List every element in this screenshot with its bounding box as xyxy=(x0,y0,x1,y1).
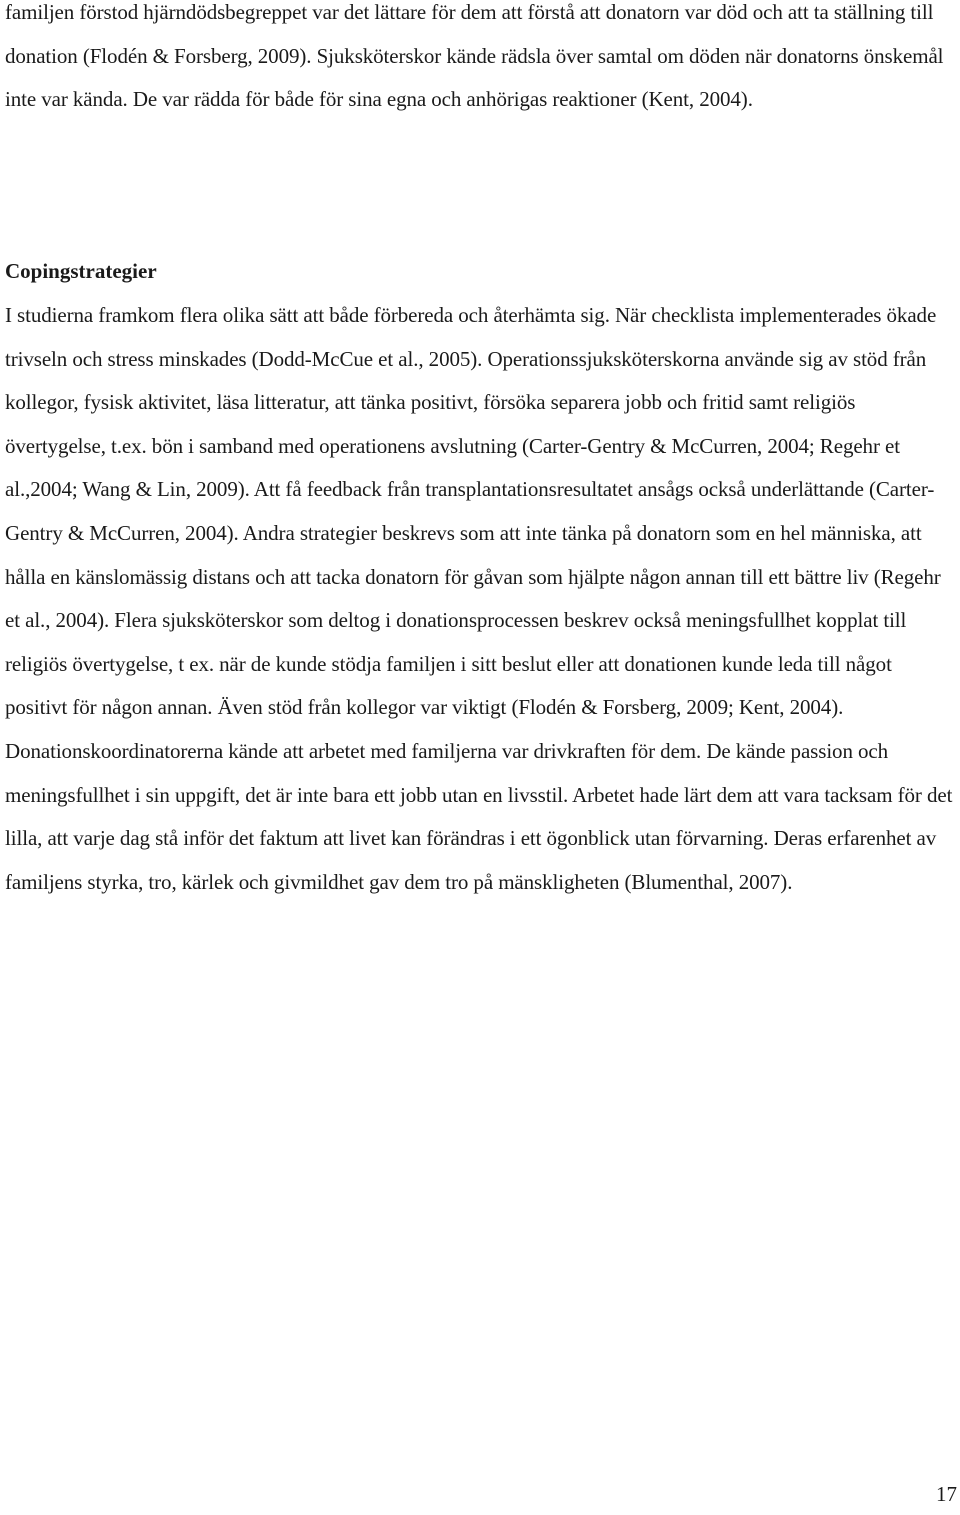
page-number: 17 xyxy=(936,1482,957,1506)
intro-paragraph: familjen förstod hjärndödsbegreppet var det lättare för dem att förstå att donatorn var död och att ta ställning till donation (Flodén & Forsberg, 2009). Sjuksköterskor kände rädsla över samtal om döden när donatorns önskemål inte var kända. De var rädda för både för sina egna och anhörigas reaktioner (Kent, 2004). xyxy=(5,0,944,112)
section-paragraph: I studierna framkom flera olika sätt att både förbereda och återhämta sig. När checklista implementerades ökade trivseln och stress minskades (Dodd-McCue et al., 2005). Operationssjuksköterskorna använde sig av stöd från kollegor, fysisk aktivitet, läsa litteratur, att tänka positivt, försöka separera jobb och fritid samt religiös övertygelse, t.ex. bön i samband med operationens avslutning (Carter-Gentry & McCurren, 2004; Regehr et al.,2004; Wang & Lin, 2009). Att få feedback från transplantationsresultatet ansågs också underlättande (Carter-Gentry & McCurren, 2004). Andra strategier beskrevs som att inte tänka på donatorn som en hel människa, att hålla en känslomässig distans och att tacka donatorn för gåvan som hjälpte någon annan till ett bättre liv (Regehr et al., 2004). Flera sjuksköterskor som deltog i donationsprocessen beskrev också meningsfullhet kopplat till religiös övertygelse, t ex. när de kunde stödja familjen i sitt beslut eller att donationen kunde leda till något positivt för någon annan. Även stöd från kollegor var viktigt (Flodén & Forsberg, 2009; Kent, 2004). Donationskoordinatorerna kände att arbetet med familjerna var drivkraften för dem. De kände passion och meningsfullhet i sin uppgift, det är inte bara ett jobb utan en livsstil. Arbetet hade lärt dem att vara tacksam för det lilla, att varje dag stå inför det faktum att livet kan förändras i ett ögonblick utan förvarning. Deras erfarenhet av familjens styrka, tro, kärlek och givmildhet gav dem tro på mänskligheten (Blumenthal, 2007). xyxy=(5,303,953,894)
section-heading: Copingstrategier xyxy=(5,259,157,283)
